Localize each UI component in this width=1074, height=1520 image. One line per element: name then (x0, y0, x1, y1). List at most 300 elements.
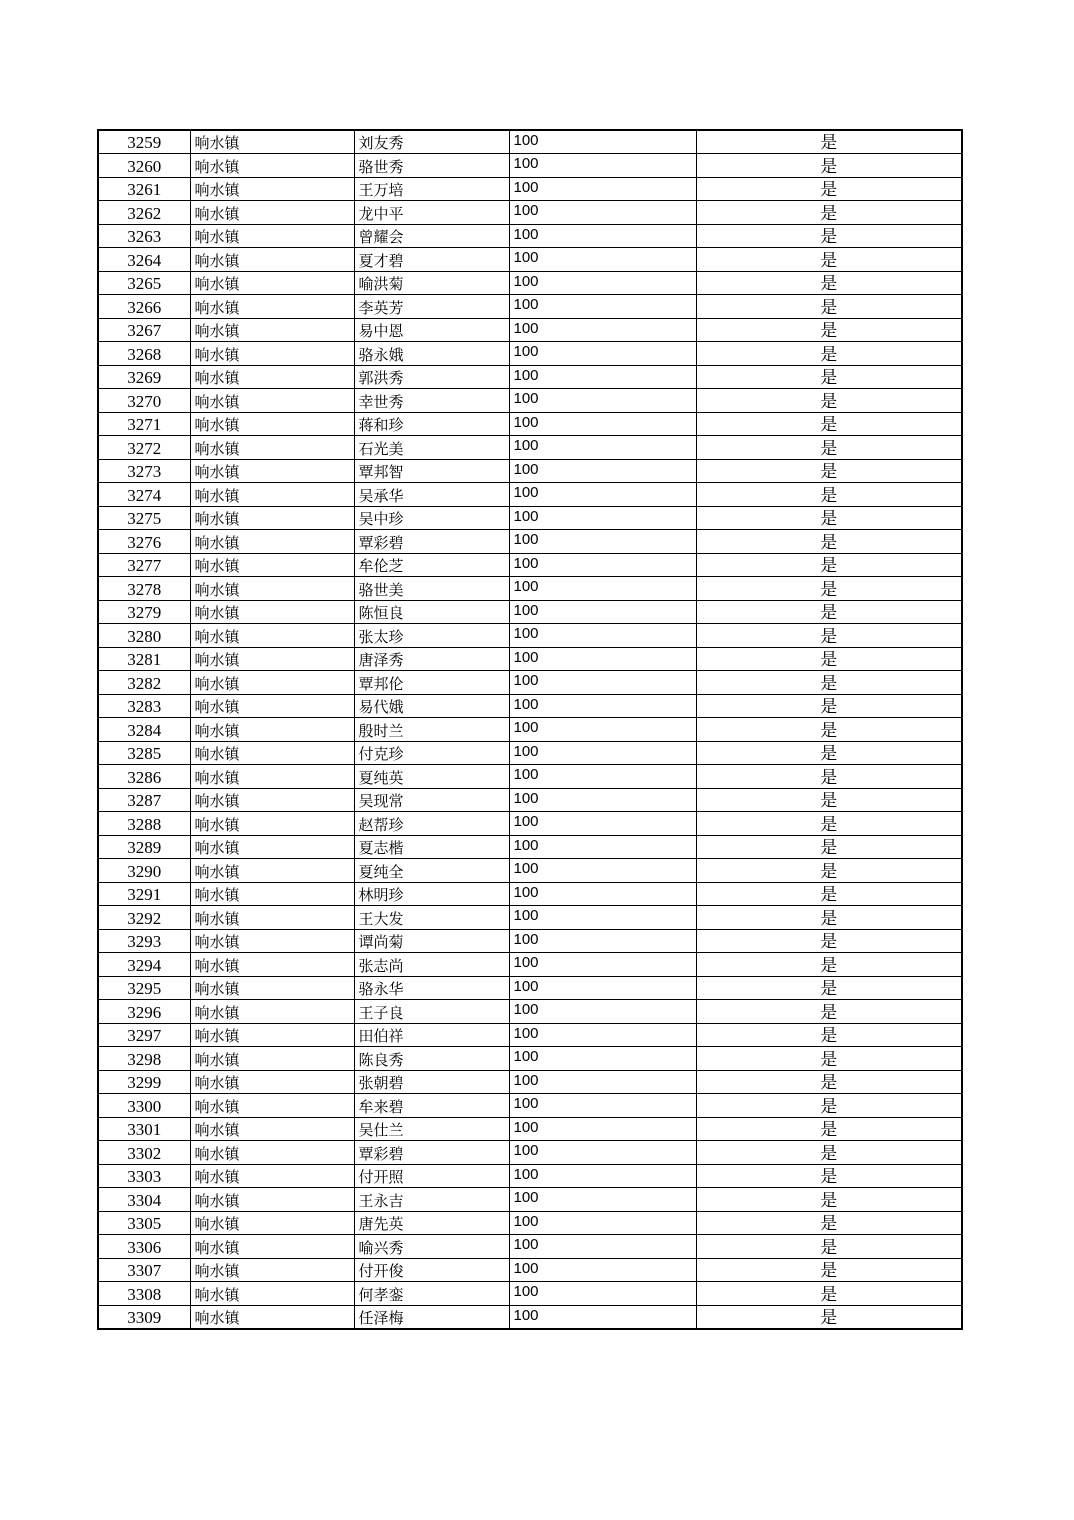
cell-town: 响水镇 (190, 788, 354, 812)
cell-amount: 100 (509, 224, 696, 248)
cell-amount: 100 (509, 318, 696, 342)
cell-amount: 100 (509, 1141, 696, 1165)
cell-flag: 是 (696, 224, 962, 248)
table-row (98, 483, 962, 507)
cell-person-name: 何孝銮 (354, 1282, 509, 1306)
table-row (98, 953, 962, 977)
cell-person-name: 张太珍 (354, 624, 509, 648)
cell-person-name: 覃邦伦 (354, 671, 509, 695)
cell-amount: 100 (509, 248, 696, 272)
table-row (98, 224, 962, 248)
cell-amount: 100 (509, 812, 696, 836)
cell-town: 响水镇 (190, 976, 354, 1000)
cell-person-name: 赵帮珍 (354, 812, 509, 836)
table-body (98, 130, 962, 1329)
cell-person-name: 骆永华 (354, 976, 509, 1000)
cell-person-name: 骆世美 (354, 577, 509, 601)
table-row (98, 859, 962, 883)
cell-amount: 100 (509, 365, 696, 389)
cell-person-name: 吴现常 (354, 788, 509, 812)
cell-town: 响水镇 (190, 436, 354, 460)
cell-town: 响水镇 (190, 224, 354, 248)
cell-town: 响水镇 (190, 953, 354, 977)
cell-flag: 是 (696, 671, 962, 695)
table-row (98, 1000, 962, 1024)
table-row (98, 436, 962, 460)
table-row (98, 694, 962, 718)
cell-flag: 是 (696, 130, 962, 154)
table-row (98, 1164, 962, 1188)
cell-town: 响水镇 (190, 389, 354, 413)
cell-amount: 100 (509, 506, 696, 530)
cell-flag: 是 (696, 1305, 962, 1329)
cell-flag: 是 (696, 624, 962, 648)
cell-amount: 100 (509, 976, 696, 1000)
cell-serial-number: 3294 (98, 953, 190, 977)
cell-amount: 100 (509, 577, 696, 601)
cell-amount: 100 (509, 1258, 696, 1282)
cell-amount: 100 (509, 389, 696, 413)
table-row (98, 248, 962, 272)
cell-serial-number: 3263 (98, 224, 190, 248)
cell-serial-number: 3302 (98, 1141, 190, 1165)
cell-town: 响水镇 (190, 600, 354, 624)
table-row (98, 577, 962, 601)
cell-amount: 100 (509, 530, 696, 554)
cell-person-name: 林明珍 (354, 882, 509, 906)
cell-amount: 100 (509, 154, 696, 178)
cell-amount: 100 (509, 600, 696, 624)
cell-town: 响水镇 (190, 741, 354, 765)
table-row (98, 412, 962, 436)
cell-person-name: 付克珍 (354, 741, 509, 765)
cell-serial-number: 3271 (98, 412, 190, 436)
cell-town: 响水镇 (190, 765, 354, 789)
cell-serial-number: 3282 (98, 671, 190, 695)
cell-flag: 是 (696, 647, 962, 671)
cell-serial-number: 3268 (98, 342, 190, 366)
cell-town: 响水镇 (190, 530, 354, 554)
cell-town: 响水镇 (190, 812, 354, 836)
cell-person-name: 王大发 (354, 906, 509, 930)
cell-flag: 是 (696, 1094, 962, 1118)
cell-flag: 是 (696, 694, 962, 718)
cell-flag: 是 (696, 788, 962, 812)
cell-person-name: 付开照 (354, 1164, 509, 1188)
table-row (98, 318, 962, 342)
cell-town: 响水镇 (190, 835, 354, 859)
cell-flag: 是 (696, 835, 962, 859)
cell-serial-number: 3296 (98, 1000, 190, 1024)
cell-serial-number: 3264 (98, 248, 190, 272)
cell-amount: 100 (509, 130, 696, 154)
cell-amount: 100 (509, 1282, 696, 1306)
table-row (98, 835, 962, 859)
table-row (98, 271, 962, 295)
table-row (98, 1235, 962, 1259)
cell-amount: 100 (509, 1070, 696, 1094)
table-row (98, 741, 962, 765)
cell-town: 响水镇 (190, 1305, 354, 1329)
cell-town: 响水镇 (190, 624, 354, 648)
cell-town: 响水镇 (190, 1070, 354, 1094)
table-row (98, 788, 962, 812)
cell-serial-number: 3303 (98, 1164, 190, 1188)
cell-town: 响水镇 (190, 412, 354, 436)
table-row (98, 929, 962, 953)
cell-amount: 100 (509, 553, 696, 577)
cell-person-name: 夏志楷 (354, 835, 509, 859)
cell-serial-number: 3291 (98, 882, 190, 906)
cell-person-name: 郭洪秀 (354, 365, 509, 389)
cell-amount: 100 (509, 1047, 696, 1071)
cell-serial-number: 3287 (98, 788, 190, 812)
cell-flag: 是 (696, 1023, 962, 1047)
cell-flag: 是 (696, 859, 962, 883)
cell-flag: 是 (696, 812, 962, 836)
cell-person-name: 吴仕兰 (354, 1117, 509, 1141)
table-row (98, 1282, 962, 1306)
table-row (98, 624, 962, 648)
cell-serial-number: 3299 (98, 1070, 190, 1094)
cell-amount: 100 (509, 436, 696, 460)
cell-amount: 100 (509, 1164, 696, 1188)
cell-town: 响水镇 (190, 1282, 354, 1306)
cell-person-name: 王万培 (354, 177, 509, 201)
cell-amount: 100 (509, 1211, 696, 1235)
cell-amount: 100 (509, 1023, 696, 1047)
cell-person-name: 任泽梅 (354, 1305, 509, 1329)
cell-flag: 是 (696, 201, 962, 225)
cell-amount: 100 (509, 624, 696, 648)
table-row (98, 1141, 962, 1165)
cell-serial-number: 3260 (98, 154, 190, 178)
cell-amount: 100 (509, 694, 696, 718)
cell-town: 响水镇 (190, 1188, 354, 1212)
cell-amount: 100 (509, 201, 696, 225)
cell-town: 响水镇 (190, 318, 354, 342)
cell-flag: 是 (696, 929, 962, 953)
cell-person-name: 陈恒良 (354, 600, 509, 624)
table-row (98, 1070, 962, 1094)
cell-serial-number: 3269 (98, 365, 190, 389)
cell-person-name: 牟伦芝 (354, 553, 509, 577)
cell-flag: 是 (696, 412, 962, 436)
table-row (98, 976, 962, 1000)
cell-serial-number: 3298 (98, 1047, 190, 1071)
cell-person-name: 喻兴秀 (354, 1235, 509, 1259)
cell-serial-number: 3270 (98, 389, 190, 413)
cell-flag: 是 (696, 1070, 962, 1094)
cell-town: 响水镇 (190, 906, 354, 930)
table-row (98, 553, 962, 577)
cell-town: 响水镇 (190, 553, 354, 577)
cell-amount: 100 (509, 342, 696, 366)
cell-person-name: 易代娥 (354, 694, 509, 718)
cell-serial-number: 3283 (98, 694, 190, 718)
cell-town: 响水镇 (190, 1094, 354, 1118)
cell-flag: 是 (696, 530, 962, 554)
table-row (98, 177, 962, 201)
cell-flag: 是 (696, 1211, 962, 1235)
cell-amount: 100 (509, 671, 696, 695)
cell-person-name: 陈良秀 (354, 1047, 509, 1071)
cell-flag: 是 (696, 577, 962, 601)
cell-amount: 100 (509, 906, 696, 930)
cell-flag: 是 (696, 1047, 962, 1071)
cell-flag: 是 (696, 718, 962, 742)
cell-flag: 是 (696, 882, 962, 906)
cell-person-name: 唐先英 (354, 1211, 509, 1235)
cell-amount: 100 (509, 741, 696, 765)
cell-serial-number: 3276 (98, 530, 190, 554)
cell-serial-number: 3275 (98, 506, 190, 530)
table-row (98, 1047, 962, 1071)
cell-flag: 是 (696, 248, 962, 272)
cell-flag: 是 (696, 1117, 962, 1141)
cell-town: 响水镇 (190, 859, 354, 883)
cell-flag: 是 (696, 389, 962, 413)
table-row (98, 882, 962, 906)
cell-person-name: 牟来碧 (354, 1094, 509, 1118)
cell-flag: 是 (696, 553, 962, 577)
cell-person-name: 夏纯英 (354, 765, 509, 789)
cell-town: 响水镇 (190, 459, 354, 483)
cell-serial-number: 3304 (98, 1188, 190, 1212)
cell-person-name: 覃彩碧 (354, 530, 509, 554)
cell-flag: 是 (696, 506, 962, 530)
table-row (98, 1188, 962, 1212)
table-row (98, 201, 962, 225)
cell-flag: 是 (696, 1235, 962, 1259)
cell-town: 响水镇 (190, 1000, 354, 1024)
cell-person-name: 夏才碧 (354, 248, 509, 272)
cell-serial-number: 3277 (98, 553, 190, 577)
cell-person-name: 田伯祥 (354, 1023, 509, 1047)
cell-serial-number: 3259 (98, 130, 190, 154)
cell-serial-number: 3297 (98, 1023, 190, 1047)
cell-town: 响水镇 (190, 1258, 354, 1282)
table-row (98, 154, 962, 178)
cell-town: 响水镇 (190, 1141, 354, 1165)
cell-flag: 是 (696, 318, 962, 342)
data-table (97, 129, 963, 1330)
cell-amount: 100 (509, 647, 696, 671)
cell-person-name: 龙中平 (354, 201, 509, 225)
table-row (98, 389, 962, 413)
cell-town: 响水镇 (190, 154, 354, 178)
cell-amount: 100 (509, 788, 696, 812)
cell-town: 响水镇 (190, 483, 354, 507)
cell-flag: 是 (696, 342, 962, 366)
cell-town: 响水镇 (190, 248, 354, 272)
cell-serial-number: 3295 (98, 976, 190, 1000)
table-row (98, 459, 962, 483)
table-row (98, 342, 962, 366)
cell-town: 响水镇 (190, 1023, 354, 1047)
cell-amount: 100 (509, 1305, 696, 1329)
cell-serial-number: 3309 (98, 1305, 190, 1329)
cell-serial-number: 3306 (98, 1235, 190, 1259)
cell-flag: 是 (696, 600, 962, 624)
cell-person-name: 喻洪菊 (354, 271, 509, 295)
cell-serial-number: 3267 (98, 318, 190, 342)
cell-person-name: 覃彩碧 (354, 1141, 509, 1165)
cell-serial-number: 3273 (98, 459, 190, 483)
cell-serial-number: 3261 (98, 177, 190, 201)
cell-amount: 100 (509, 1000, 696, 1024)
table-row (98, 647, 962, 671)
table-row (98, 1094, 962, 1118)
cell-serial-number: 3279 (98, 600, 190, 624)
cell-town: 响水镇 (190, 1211, 354, 1235)
cell-flag: 是 (696, 436, 962, 460)
cell-town: 响水镇 (190, 271, 354, 295)
cell-serial-number: 3290 (98, 859, 190, 883)
cell-town: 响水镇 (190, 718, 354, 742)
cell-amount: 100 (509, 1094, 696, 1118)
cell-serial-number: 3286 (98, 765, 190, 789)
cell-person-name: 蒋和珍 (354, 412, 509, 436)
cell-person-name: 吴中珍 (354, 506, 509, 530)
table-row (98, 671, 962, 695)
cell-flag: 是 (696, 459, 962, 483)
cell-amount: 100 (509, 483, 696, 507)
cell-serial-number: 3293 (98, 929, 190, 953)
cell-amount: 100 (509, 882, 696, 906)
cell-person-name: 骆世秀 (354, 154, 509, 178)
cell-serial-number: 3280 (98, 624, 190, 648)
cell-flag: 是 (696, 1258, 962, 1282)
cell-flag: 是 (696, 483, 962, 507)
cell-serial-number: 3278 (98, 577, 190, 601)
cell-amount: 100 (509, 177, 696, 201)
table-row (98, 295, 962, 319)
cell-amount: 100 (509, 953, 696, 977)
cell-person-name: 石光美 (354, 436, 509, 460)
cell-town: 响水镇 (190, 577, 354, 601)
cell-person-name: 张朝碧 (354, 1070, 509, 1094)
cell-person-name: 幸世秀 (354, 389, 509, 413)
table-row (98, 365, 962, 389)
cell-serial-number: 3307 (98, 1258, 190, 1282)
table-row (98, 1258, 962, 1282)
cell-flag: 是 (696, 976, 962, 1000)
table-row (98, 906, 962, 930)
cell-town: 响水镇 (190, 882, 354, 906)
cell-serial-number: 3308 (98, 1282, 190, 1306)
cell-person-name: 易中恩 (354, 318, 509, 342)
cell-amount: 100 (509, 835, 696, 859)
cell-serial-number: 3281 (98, 647, 190, 671)
table-row (98, 1211, 962, 1235)
cell-person-name: 刘友秀 (354, 130, 509, 154)
cell-flag: 是 (696, 271, 962, 295)
cell-flag: 是 (696, 765, 962, 789)
cell-flag: 是 (696, 1282, 962, 1306)
table-row (98, 1023, 962, 1047)
cell-flag: 是 (696, 177, 962, 201)
cell-person-name: 付开俊 (354, 1258, 509, 1282)
cell-flag: 是 (696, 741, 962, 765)
table-row (98, 718, 962, 742)
cell-person-name: 王永吉 (354, 1188, 509, 1212)
cell-serial-number: 3300 (98, 1094, 190, 1118)
cell-amount: 100 (509, 271, 696, 295)
cell-flag: 是 (696, 1164, 962, 1188)
cell-flag: 是 (696, 1188, 962, 1212)
cell-serial-number: 3265 (98, 271, 190, 295)
cell-town: 响水镇 (190, 1117, 354, 1141)
cell-amount: 100 (509, 718, 696, 742)
cell-town: 响水镇 (190, 295, 354, 319)
cell-town: 响水镇 (190, 671, 354, 695)
table-row (98, 130, 962, 154)
table-row (98, 1305, 962, 1329)
cell-serial-number: 3266 (98, 295, 190, 319)
table-row (98, 506, 962, 530)
cell-town: 响水镇 (190, 201, 354, 225)
cell-flag: 是 (696, 906, 962, 930)
cell-serial-number: 3262 (98, 201, 190, 225)
table-row (98, 765, 962, 789)
cell-serial-number: 3292 (98, 906, 190, 930)
cell-serial-number: 3284 (98, 718, 190, 742)
cell-town: 响水镇 (190, 506, 354, 530)
cell-flag: 是 (696, 154, 962, 178)
cell-serial-number: 3272 (98, 436, 190, 460)
cell-town: 响水镇 (190, 647, 354, 671)
cell-amount: 100 (509, 929, 696, 953)
cell-person-name: 骆永娥 (354, 342, 509, 366)
cell-town: 响水镇 (190, 694, 354, 718)
cell-person-name: 唐泽秀 (354, 647, 509, 671)
cell-amount: 100 (509, 459, 696, 483)
cell-amount: 100 (509, 1188, 696, 1212)
cell-town: 响水镇 (190, 1235, 354, 1259)
table-row (98, 600, 962, 624)
cell-town: 响水镇 (190, 929, 354, 953)
cell-person-name: 王子良 (354, 1000, 509, 1024)
cell-person-name: 覃邦智 (354, 459, 509, 483)
cell-person-name: 李英芳 (354, 295, 509, 319)
cell-flag: 是 (696, 295, 962, 319)
cell-person-name: 曾耀会 (354, 224, 509, 248)
cell-serial-number: 3274 (98, 483, 190, 507)
cell-person-name: 夏纯全 (354, 859, 509, 883)
cell-serial-number: 3305 (98, 1211, 190, 1235)
cell-person-name: 吴承华 (354, 483, 509, 507)
table-row (98, 530, 962, 554)
cell-amount: 100 (509, 765, 696, 789)
table-row (98, 812, 962, 836)
cell-town: 响水镇 (190, 177, 354, 201)
cell-serial-number: 3288 (98, 812, 190, 836)
cell-flag: 是 (696, 1000, 962, 1024)
cell-flag: 是 (696, 365, 962, 389)
cell-person-name: 张志尚 (354, 953, 509, 977)
table-row (98, 1117, 962, 1141)
cell-flag: 是 (696, 953, 962, 977)
cell-amount: 100 (509, 295, 696, 319)
cell-town: 响水镇 (190, 342, 354, 366)
cell-serial-number: 3301 (98, 1117, 190, 1141)
cell-person-name: 殷时兰 (354, 718, 509, 742)
cell-amount: 100 (509, 1117, 696, 1141)
cell-town: 响水镇 (190, 1164, 354, 1188)
cell-amount: 100 (509, 859, 696, 883)
cell-flag: 是 (696, 1141, 962, 1165)
